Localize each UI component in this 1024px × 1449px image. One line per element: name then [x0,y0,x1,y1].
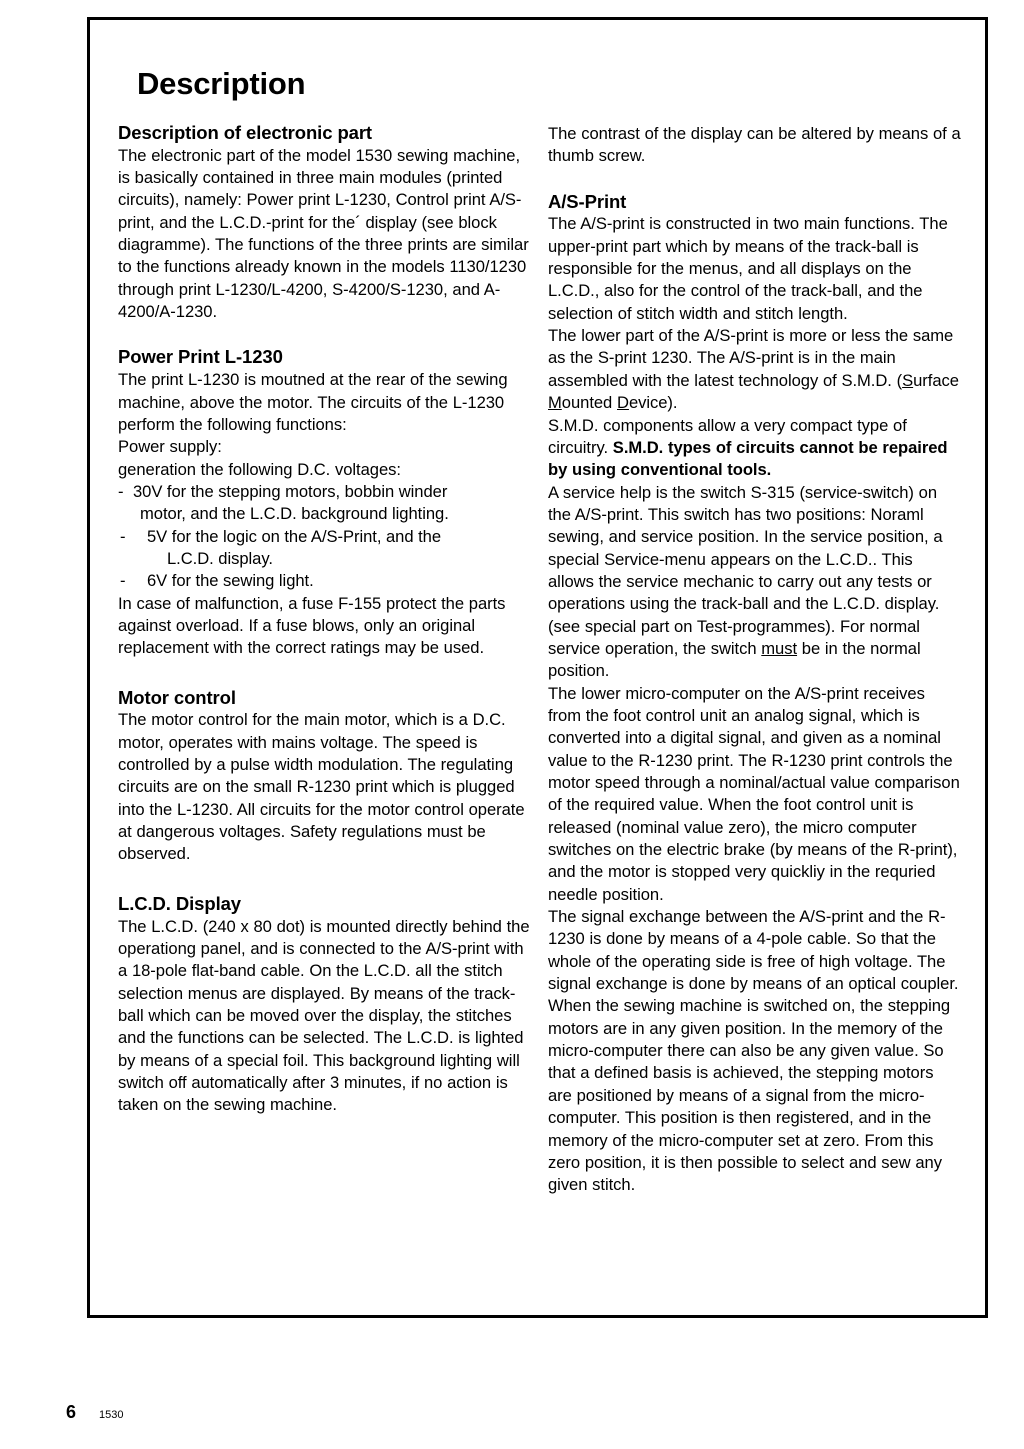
paragraph-signal-exchange: The signal exchange between the A/S-print and the R-1230 is done by means of a 4-pole cable. So that the whole of the operating side is free of high voltage. The signal exchange is done by means of an optical coupler. [548,907,959,994]
list-item [118,481,532,526]
paragraph-fuse-protection: In case of malfunction, a fuse F-155 protect the parts against overload. If a fuse blows, only an original replacement with the correct ratings may be used. [118,593,506,658]
service-switch-text-after: be in the normal position. [548,638,921,681]
paragraph-smd-warning [548,415,962,482]
section-heading-lcd-display: L.C.D. Display [118,892,241,914]
smd-text-ounted: ounted [561,393,617,413]
list-item [118,526,532,571]
bullet-dash: - [118,481,124,501]
right-column [548,123,962,1197]
voltage-line-continuation: motor, and the L.C.D. background lighting. [140,504,449,524]
section-heading-as-print: A/S-Print [548,190,627,212]
service-switch-emphasis-must: must [761,638,798,658]
paragraph-motor-control: The motor control for the main motor, which is a D.C. motor, operates with mains voltage. The speed is controlled by a pulse width modulation. The regulating circuits are on the small R-1230 print which is plugged into the L-1230. All circuits for the motor control operate at dangerous voltages. Safety regulations must be observed. [118,710,525,864]
paragraph-lcd-display: The L.C.D. (240 x 80 dot) is mounted directly behind the operationg panel, and is connected to the A/S-print with a 18-pole flat-band cable. On the L.C.D. all the stitch selection menus are displayed. By means of the track-ball which can be moved over the display, the stitches and the functions can be selected. The L.C.D. is lighted by means of a special foil. This background lighting will switch off automatically after 3 minutes, if no action is taken on the sewing machine. [118,916,530,1115]
smd-underline-d: D [617,393,629,413]
paragraph-electronic-part: The electronic part of the model 1530 sewing machine, is basically contained in three main modules (printed circuits), namely: Power print L-1230, Control print A/S-print, and the L.C.D.-print for the´ display (see block diagramme). The functions of the three prints are similar to the functions already known in the models 1130/1230 through print L-1230/L-4200, S-4200/S-1230, and A-4200/A-1230. [118,145,529,322]
section-heading-motor-control: Motor control [118,686,236,708]
paragraph-power-print-intro: The print L-1230 is moutned at the rear of the sewing machine, above the motor. The circuits of the L-1230 perform the following functions: [118,370,508,434]
page-title: Description [137,65,306,101]
paragraph-service-switch [548,482,962,683]
smd-components-text: S.M.D. components allow a very compact type of circuitry. [548,415,907,457]
paragraph-smd-technology [548,325,962,414]
bullet-dash: - [120,526,126,546]
paragraph-micro-computer: The lower micro-computer on the A/S-print receives from the foot control unit an analog signal, which is converted into a digital signal, and given as a nominal value to the R-1230 print. The R-1230 print controls the motor speed through a nominal/actual value comparison of the required value. When the foot control unit is released (nominal value zero), the micro computer switches on the electric brake (by means of the R-print), and the motor is stopped very quickliy in the requried needle position. [548,683,960,904]
smd-text-evice: evice). [628,393,678,413]
smd-text-urface: urface [913,370,959,390]
smd-warning-bold-text: S.M.D. types of circuits cannot be repaired by using conventional tools. [548,437,948,480]
label-voltage-generation: generation the following D.C. voltages: [118,459,401,479]
label-power-supply: Power supply: [118,437,222,457]
two-column-body [118,123,963,1197]
left-column [118,123,532,1117]
list-item [118,570,532,592]
voltage-list [118,481,532,593]
section-heading-electronic-part: Description of electronic part [118,122,372,143]
page-border-frame [87,17,988,1318]
bullet-dash: - [120,571,126,591]
voltage-line-primary: 6V for the sewing light. [147,571,314,591]
voltage-line-primary: 5V for the logic on the A/S-Print, and the [147,526,442,546]
paragraph-as-print-functions: The A/S-print is constructed in two main functions. The upper-print part which by means of the track-ball is responsible for the menus, and all displays on the L.C.D., also for the control of the track-ball, and the selection of stitch width and stitch length. [548,214,948,323]
page-number: 6 [66,1402,77,1422]
document-code: 1530 [99,1409,124,1421]
smd-underline-s: S [902,370,914,390]
voltage-line-primary: 30V for the stepping motors, bobbin winder [133,481,448,501]
paragraph-startup-positioning: When the sewing machine is switched on, the stepping motors are in any given position. In the memory of the micro-computer there can also be any given value. So that a defined basis is achieved, the stepping motors are positioned by means of a signal from the micro-computer. This position is then registered, and in the memory of the micro-computer set at zero. From this zero position, it is then possible to select and sew any given stitch. [548,996,951,1195]
smd-intro-text: The lower part of the A/S-print is more or less the same as the S-print 1230. The A/S-print is in the main assembled with the latest technology of S.M.D. ( [548,326,954,390]
voltage-line-continuation: L.C.D. display. [167,548,273,568]
service-switch-text-before: A service help is the switch S-315 (service-switch) on the A/S-print. This switch has two positions: Noraml sewing, and service position. In the service position, a special Service-menu appears on the L.C.D.. This allows the service mechanic to carry out any tests or operations using the track-ball and the L.C.D. display. (see special part on Test-programmes). For normal service operation, the switch [548,482,943,658]
section-heading-power-print: Power Print L-1230 [118,346,283,368]
smd-underline-m: M [548,393,562,413]
page-footer [66,1403,124,1421]
paragraph-contrast-note: The contrast of the display can be altered by means of a thumb screw. [548,124,961,166]
